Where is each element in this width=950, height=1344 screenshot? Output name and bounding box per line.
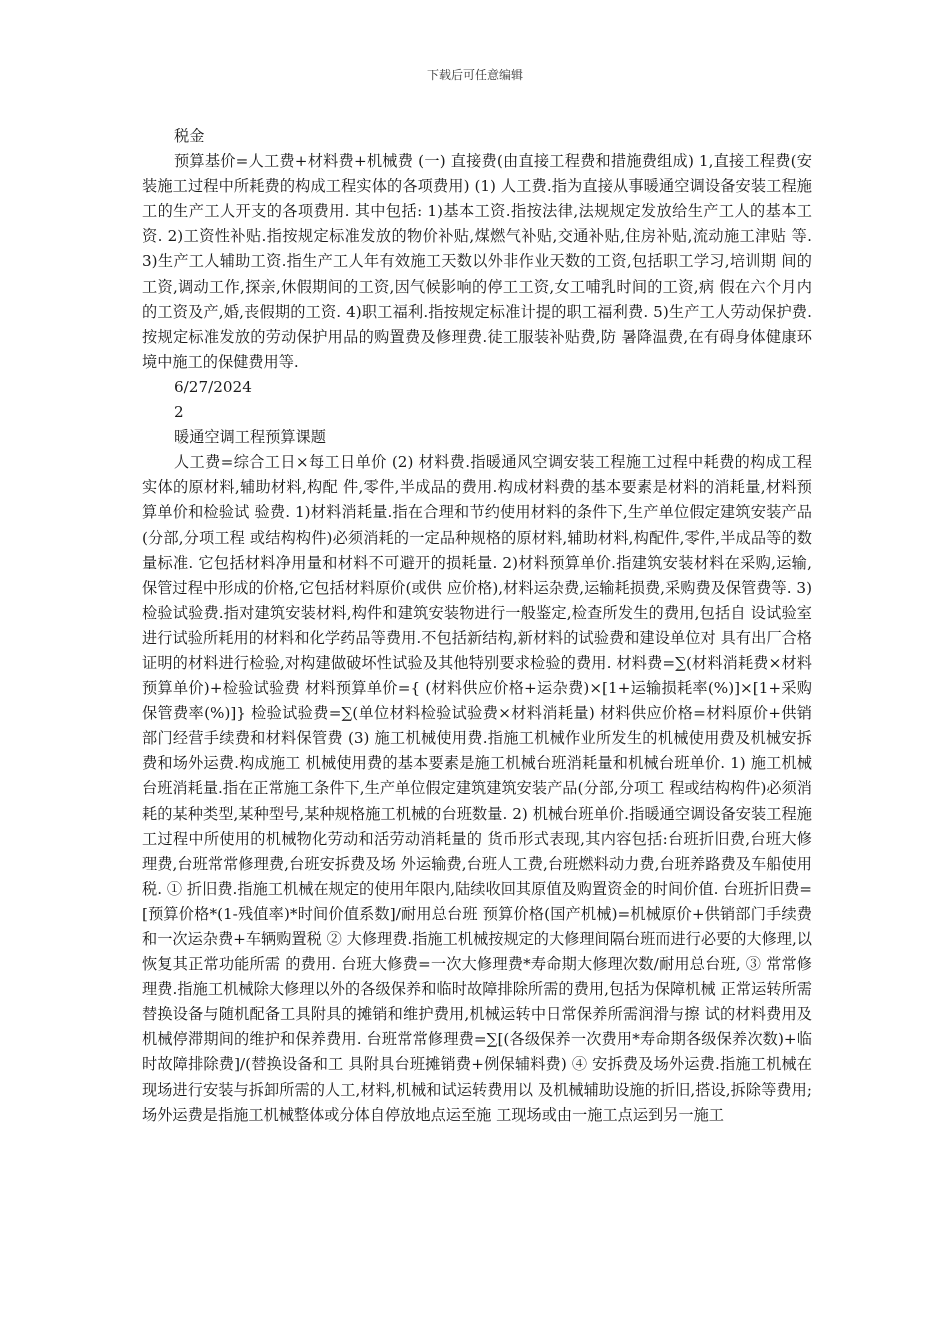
paragraph-budget-price: 预算基价=人工费+材料费+机械费 (一) 直接费(由直接工程费和措施费组成) 1,直接工程费(安装施工过程中所耗费的构成工程实体的各项费用) (1) 人工费.指为直接从事暖通空调设备安装工程施工的生产工人开支的各项费用. 其中包括: 1)基本工资.指按法律,法规规定发放给生产工人的基本工资. 2)工资性补贴.指按规定标准发放的物价补贴,煤燃气补贴,交通补贴,住房补贴,流动施工津贴 等. 3)生产工人辅助工资.指生产工人年有效施工天数以外非作业天数的工资,包括职工学习,培训期 间的工资,调动工作,探亲,休假期间的工资,因气候影响的停工工资,女工哺乳时间的工资,病 假在六个月内的工资及产,婚,丧假期的工资. 4)职工福利.指按规定标准计提的职工福利费. 5)生产工人劳动保护费.按规定标准发放的劳动保护用品的购置费及修理费.徒工服装补贴费,防 暑降温费,在有碍身体健康环境中施工的保健费用等. [142,152,812,371]
date-stamp: 6/27/2024 [174,377,252,396]
section-heading: 税金 [174,127,205,145]
document-body [142,124,812,1128]
document-title: 暖通空调工程预算课题 [174,428,326,447]
paragraph-cost-breakdown: 人工费=综合工日×每工日单价 (2) 材料费.指暖通风空调安装工程施工过程中耗费的构成工程实体的原材料,辅助材料,构配 件,零件,半成品的费用.构成材料费的基本要素是材料的消耗量,材料预算单价和检验试 验费. 1)材料消耗量.指在合理和节约使用材料的条件下,生产单位假定建筑安装产品(分部,分项工程 或结构构件)必须消耗的一定品种规格的原材料,辅助材料,构配件,零件,半成品等的数量标准. 它包括材料净用量和材料不可避开的损耗量. 2)材料预算单价.指建筑安装材料在采购,运输,保管过程中形成的价格,它包括材料原价(或供 应价格),材料运杂费,运输耗损费,采购费及保管费等. 3)检验试验费.指对建筑安装材料,构件和建筑安装物进行一般鉴定,检查所发生的费用,包括自 设试验室进行试验所耗用的材料和化学药品等费用.不包括新结构,新材料的试验费和建设单位对 具有出厂合格证明的材料进行检验,对构建做破坏性试验及其他特别要求检验的费用. 材料费=∑(材料消耗费×材料预算单价)+检验试验费 材料预算单价={ (材料供应价格+运杂费)×[1+运输损耗率(%)]×[1+采购保管费率(%)]} 检验试验费=∑(单位材料检验试验费×材料消耗量) 材料供应价格=材料原价+供销部门经营手续费和材料保管费 (3) 施工机械使用费.指施工机械作业所发生的机械使用费及机械安拆费和场外运费.构成施工 机械使用费的基本要素是施工机械台班消耗量和机械台班单价. 1) 施工机械台班消耗量.指在正常施工条件下,生产单位假定建筑建筑安装产品(分部,分项工 程或结构构件)必须消耗的某种类型,某种型号,某种规格施工机械的台班数量. 2) 机械台班单价.指暖通空调设备安装工程施工过程中所使用的机械物化劳动和活劳动消耗量的 货币形式表现,其内容包括:台班折旧费,台班大修理费,台班常常修理费,台班安拆费及场 外运输费,台班人工费,台班燃料动力费,台班养路费及车船使用税. ① 折旧费.指施工机械在规定的使用年限内,陆续收回其原值及购置资金的时间价值. 台班折旧费=[预算价格*(1-残值率)*时间价值系数]/耐用总台班 预算价格(国产机械)=机械原价+供销部门手续费和一次运杂费+车辆购置税 ② 大修理费.指施工机械按规定的大修理间隔台班而进行必要的大修理,以恢复其正常功能所需 的费用. 台班大修费=一次大修理费*寿命期大修理次数/耐用总台班, ③ 常常修理费.指施工机械除大修理以外的各级保养和临时故障排除所需的费用,包括为保障机械 正常运转所需替换设备与随机配备工具附具的摊销和维护费用,机械运转中日常保养所需润滑与擦 试的材料费用及机械停滞期间的维护和保养费用. 台班常常修理费=∑[(各级保养一次费用*寿命期各级保养次数)+临时故障排除费]/(替换设备和工 具附具台班摊销费+例保辅料费) ④ 安拆费及场外运费.指施工机械在现场进行安装与拆卸所需的人工,材料,机械和试运转费用以 及机械辅助设施的折旧,搭设,拆除等费用;场外运费是指施工机械整体或分体自停放地点运至施 工现场或由一施工点运到另一施工 [142,453,812,1124]
page-number: 2 [174,403,184,422]
page-header: 下载后可任意编辑 [426,68,523,82]
